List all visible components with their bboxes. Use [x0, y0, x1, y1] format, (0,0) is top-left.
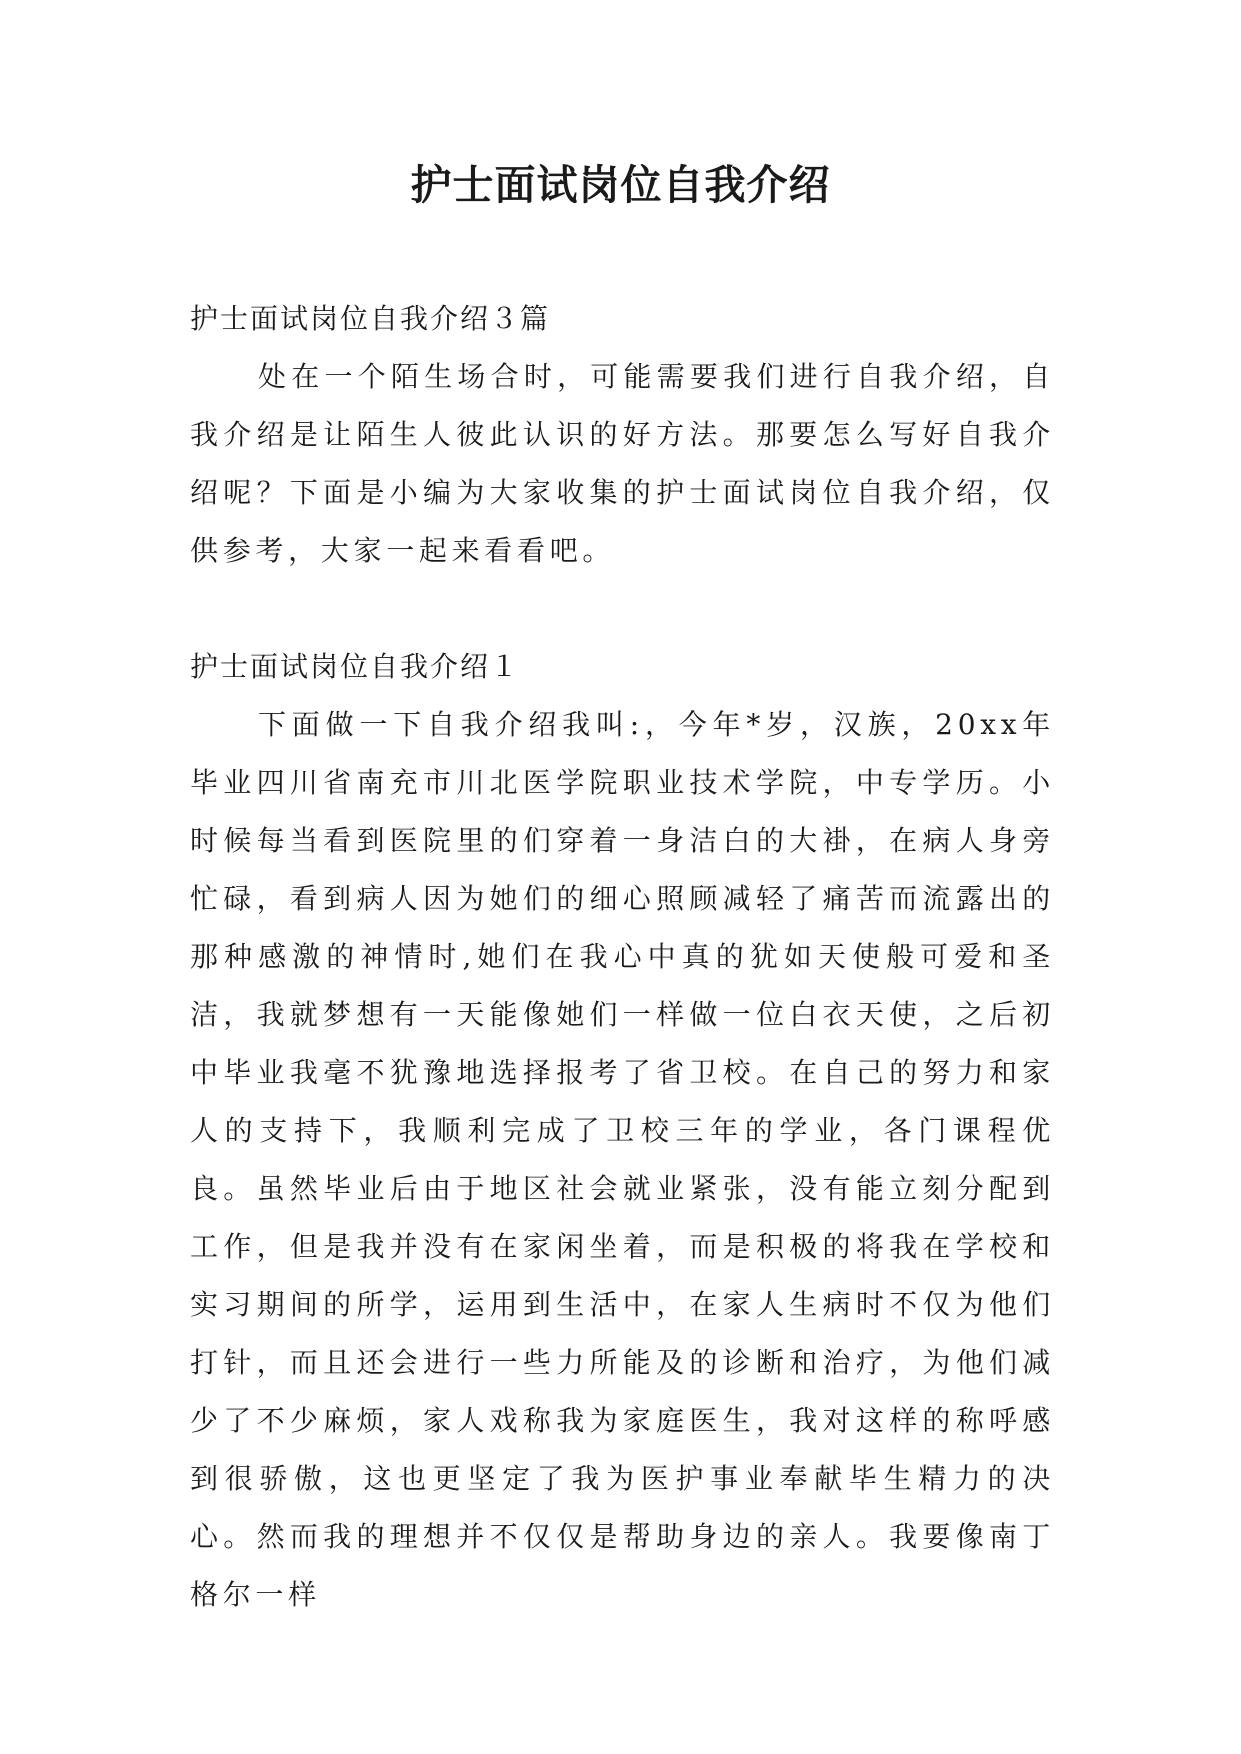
document-body [190, 290, 1055, 1624]
section-paragraph: 下面做一下自我介绍我叫:，今年*岁，汉族，20xx年毕业四川省南充市川北医学院职业技术学院，中专学历。小时候每当看到医院里的们穿着一身洁白的大褂，在病人身旁忙碌，看到病人因为她们的细心照顾减轻了痛苦而流露出的那种感激的神情时,她们在我心中真的犹如天使般可爱和圣洁，我就梦想有一天能像她们一样做一位白衣天使，之后初中毕业我毫不犹豫地选择报考了省卫校。在自己的努力和家人的支持下，我顺利完成了卫校三年的学业，各门课程优良。虽然毕业后由于地区社会就业紧张，没有能立刻分配到工作，但是我并没有在家闲坐着，而是积极的将我在学校和实习期间的所学，运用到生活中，在家人生病时不仅为他们打针，而且还会进行一些力所能及的诊断和治疗，为他们减少了不少麻烦，家人戏称我为家庭医生，我对这样的称呼感到很骄傲，这也更坚定了我为医护事业奉献毕生精力的决心。然而我的理想并不仅仅是帮助身边的亲人。我要像南丁格尔一样 [190, 708, 1055, 1611]
paragraph-spacer [190, 580, 1055, 638]
intro-paragraph: 处在一个陌生场合时，可能需要我们进行自我介绍，自我介绍是让陌生人彼此认识的好方法。那要怎么写好自我介绍呢？下面是小编为大家收集的护士面试岗位自我介绍，仅供参考，大家一起来看看吧。 [190, 360, 1055, 567]
document-title: 护士面试岗位自我介绍 [410, 161, 831, 209]
section-heading: 护士面试岗位自我介绍１ [190, 650, 521, 683]
document-subtitle: 护士面试岗位自我介绍３篇 [190, 302, 551, 335]
